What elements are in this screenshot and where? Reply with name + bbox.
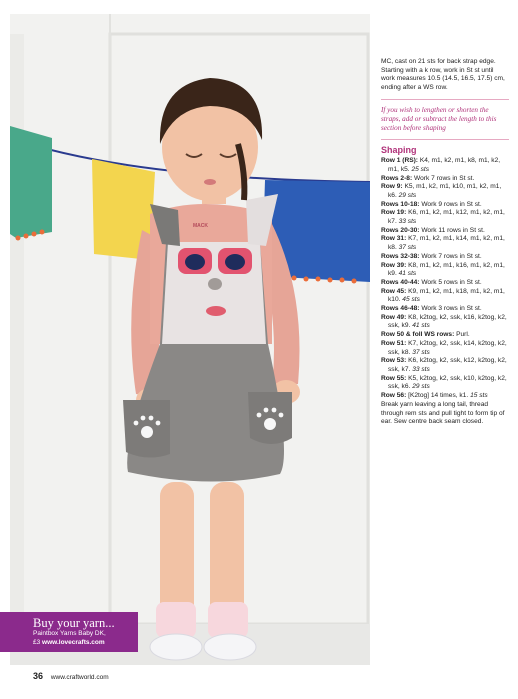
row-instruction: Work 5 rows in St st. [419,278,482,286]
row-label: Rows 2-8: [381,174,413,182]
row-label: Row 19: [381,209,407,217]
pattern-row [381,392,509,401]
page-number: 36 [33,671,44,681]
pattern-row [381,262,509,279]
row-label: Rows 10-18: [381,200,420,208]
row-label: Row 50 & foll WS rows: [381,331,455,339]
buy-yarn-name: Paintbox Yarns Baby DK, [33,630,106,637]
row-instruction: Work 9 rows in St st. [419,200,482,208]
row-label: Row 49: [381,313,407,321]
row-label: Row 56: [381,392,407,400]
row-instruction: K7, k2tog, k2, ssk, k14, k2tog, k2, ssk, k8. [388,339,507,356]
row-instruction: Purl. [454,331,470,339]
row-instruction: K5, m1, k2, m1, k10, m1, k2, m1, k6. [388,183,502,199]
pattern-row [381,227,509,236]
row-stitch-count: 15 sts [468,392,488,400]
row-stitch-count: 29 sts [396,191,417,199]
pattern-row [381,183,509,200]
closing-text: Break yarn leaving a long tail, thread through rem sts and pull tight to form tip of ear. Sew centre back seam closed. [381,400,505,426]
row-instruction: K6, k2tog, k2, ssk, k12, k2tog, k2, ssk, k7. [388,357,507,373]
pattern-column [381,58,509,427]
buy-price-line [33,639,138,648]
row-label: Row 45: [381,287,407,295]
buy-title: Buy your yarn... [33,616,115,630]
pattern-row [381,235,509,252]
row-stitch-count: 37 sts [396,244,417,252]
buy-link[interactable]: www.lovecrafts.com [42,638,105,646]
pattern-row [381,201,509,210]
row-stitch-count: 33 sts [410,366,430,373]
row-stitch-count: 37 sts [410,348,430,356]
photo [10,14,370,665]
row-label: Rows 20-30: [381,226,420,234]
pattern-row [381,340,509,357]
row-instruction: K6, m1, k2, m1, k12, m1, k2, m1, k7. [388,209,505,226]
row-label: Rows 46-48: [381,305,420,313]
tip-text: If you wish to lengthen or shorten the straps, add or subtract the length to this section before shaping [381,105,497,133]
row-stitch-count: 29 sts [410,383,430,391]
pattern-row [381,375,509,392]
row-stitch-count: 33 sts [396,218,417,226]
pattern-row [381,279,509,288]
row-label: Row 55: [381,374,407,382]
row-stitch-count: 45 sts [400,296,420,304]
divider-top [381,99,509,100]
row-instruction: Work 11 rows in St st. [419,226,485,234]
row-instruction: K8, m1, k2, m1, k16, m1, k2, m1, k9. [388,261,505,278]
page-footer [33,671,109,681]
row-instruction: K9, m1, k2, m1, k18, m1, k2, m1, k10. [388,287,505,304]
row-instruction: Work 7 rows in St st. [412,174,475,182]
row-label: Row 31: [381,235,407,243]
intro-text: MC, cast on 21 sts for back strap edge. Starting with a k row, work in St st until work measures 10.5 (14.5, 16.5, 17.5) cm, ending after a WS row. [381,58,505,92]
row-label: Row 39: [381,261,407,269]
row-label: Row 9: [381,183,403,191]
row-label: Row 53: [381,357,407,365]
pattern-row [381,357,509,374]
buy-yarn-box [0,612,138,652]
pattern-row [381,253,509,262]
pattern-row [381,331,509,340]
footer-site[interactable]: www.craftworld.com [50,674,109,681]
row-stitch-count: 41 sts [396,270,417,278]
buy-price: £3 [33,638,41,646]
row-stitch-count: 25 sts [409,165,430,173]
pattern-row [381,314,509,331]
divider-bottom [381,139,509,140]
row-instruction: Work 7 rows in St st. [419,252,482,260]
row-instruction: [K2tog] 14 times, k1. [406,392,469,400]
row-instruction: Work 3 rows in St st. [419,305,482,313]
pattern-row [381,288,509,305]
row-instruction: K7, m1, k2, m1, k14, m1, k2, m1, k8. [388,235,505,252]
pattern-row [381,305,509,314]
row-stitch-count: 41 sts [410,322,430,330]
row-label: Rows 32-38: [381,252,420,260]
shaping-rows [381,157,509,401]
bunting-flag-green [10,126,52,238]
photo-illustration [10,14,370,665]
row-instruction: K5, k2tog, k2, ssk, k10, k2tog, k2, ssk, k6. [388,374,507,391]
row-label: Rows 40-44: [381,278,420,286]
row-instruction: K8, k2tog, k2, ssk, k16, k2tog, k2, ssk, k9. [388,313,507,330]
shirt-text: MACK [193,223,208,229]
section-heading: Shaping [381,145,417,156]
row-instruction: K4, m1, k2, m1, k8, m1, k2, m1, k5. [388,157,501,173]
pattern-row [381,157,509,174]
row-label: Row 51: [381,339,407,347]
pattern-row [381,209,509,226]
row-label: Row 1 (RS): [381,157,418,165]
pattern-row [381,175,509,184]
